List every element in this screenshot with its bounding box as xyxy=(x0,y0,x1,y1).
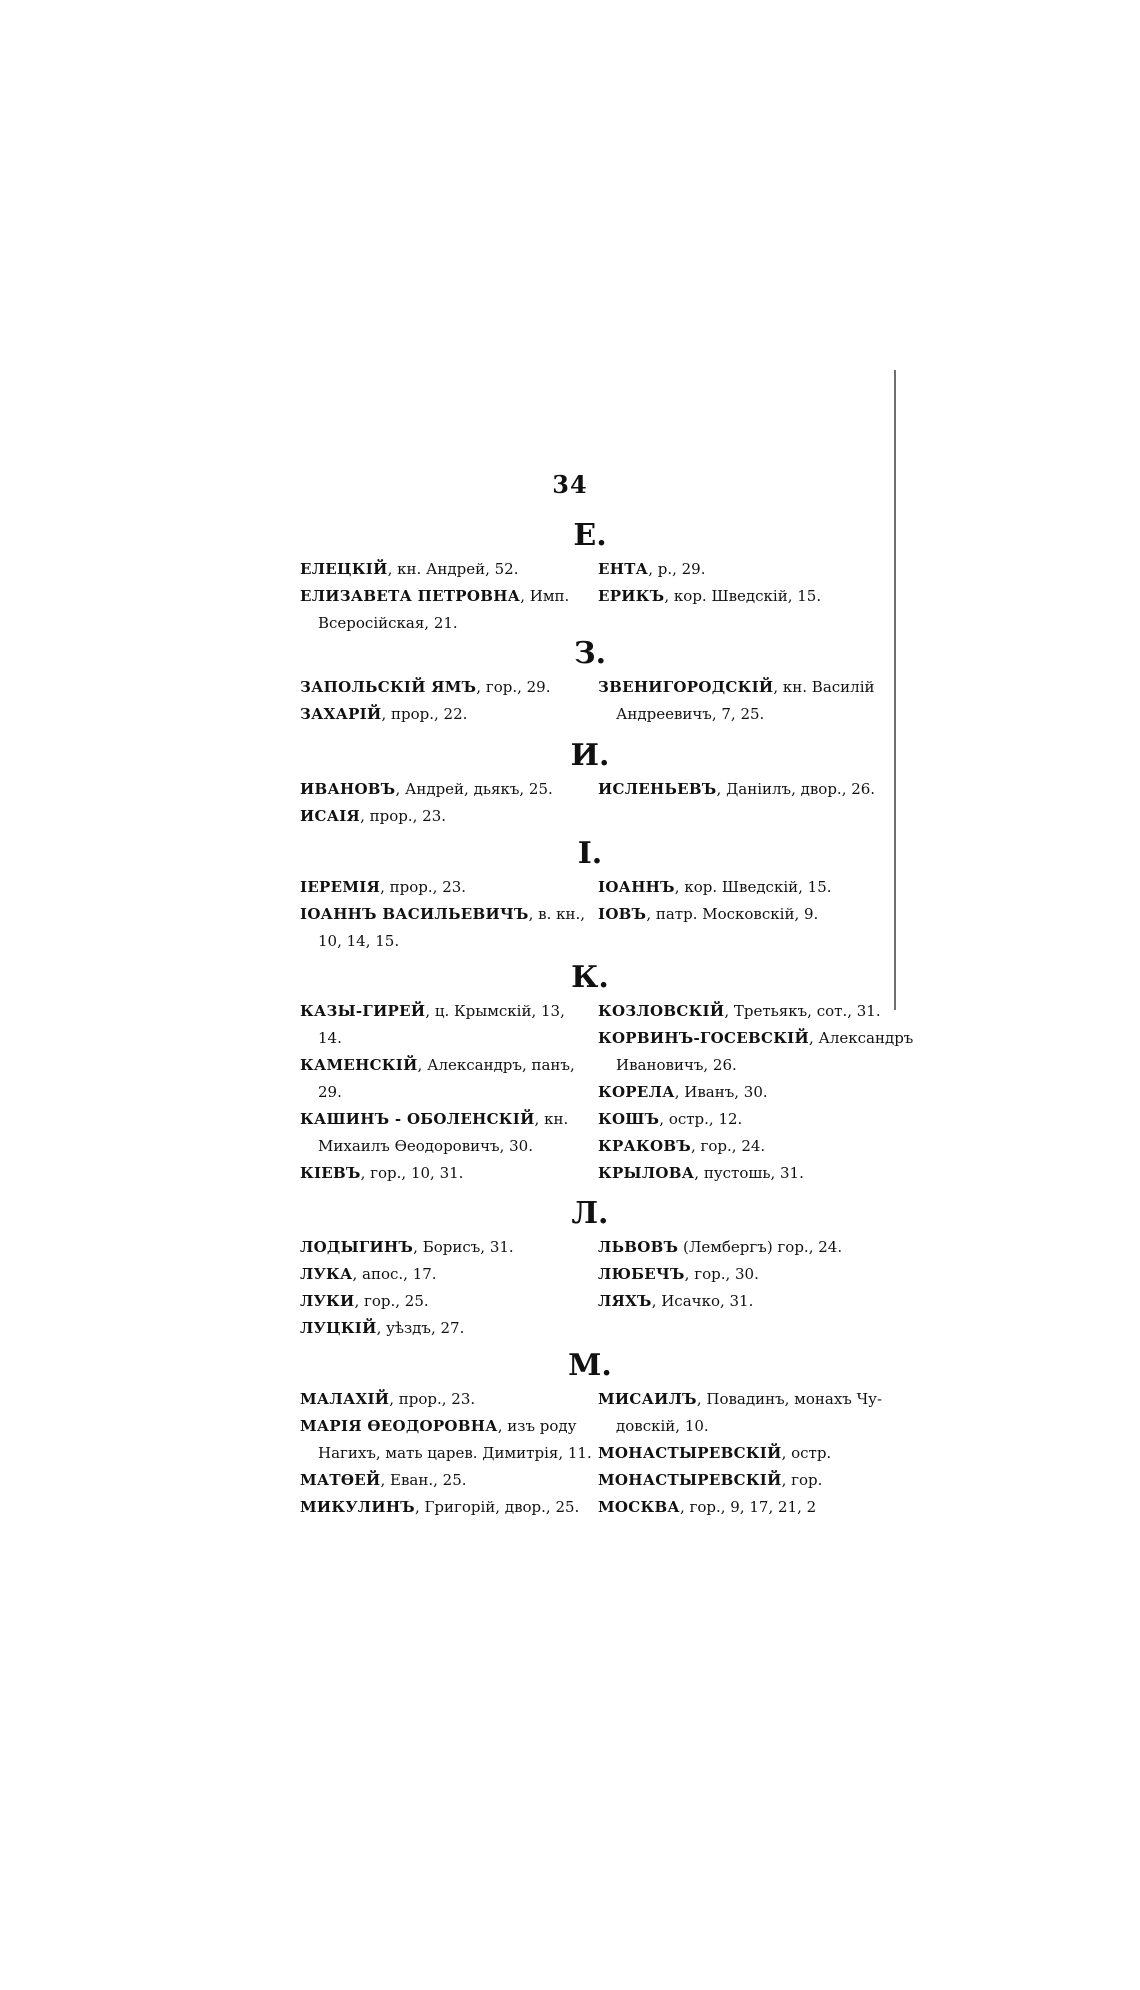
entry-detail: , гор., 9, 17, 21, 2 xyxy=(679,1498,817,1516)
entry-name: ЕРИКЪ xyxy=(598,587,665,605)
entry-continuation: 10, 14, 15. xyxy=(318,932,400,950)
index-columns xyxy=(300,998,914,1187)
entry-detail: , Александръ, панъ, xyxy=(417,1056,575,1074)
right-column xyxy=(598,1234,880,1342)
entry-detail: , уѣздъ, 27. xyxy=(376,1319,465,1337)
entry-detail: (Лембергъ) гор., 24. xyxy=(678,1238,843,1256)
entry-name: КІЕВЪ xyxy=(300,1164,361,1182)
index-entry xyxy=(598,1106,880,1133)
entry-name: ИВАНОВЪ xyxy=(300,780,396,798)
entry-name: МИСАИЛЪ xyxy=(598,1390,697,1408)
entry-name: ІОВЪ xyxy=(598,905,647,923)
index-entry xyxy=(300,583,582,637)
entry-name: ЕЛИЗАВЕТА ПЕТРОВНА xyxy=(300,587,521,605)
entry-detail: , в. кн., xyxy=(528,905,586,923)
entry-detail: , р., 29. xyxy=(648,560,706,578)
entry-detail: , прор., 22. xyxy=(381,705,468,723)
index-entry xyxy=(300,1386,582,1413)
entry-detail: , гор., 24. xyxy=(690,1137,766,1155)
index-columns xyxy=(300,556,880,637)
section-letter: М. xyxy=(568,1348,612,1383)
index-entry xyxy=(598,1386,883,1440)
index-entry xyxy=(598,1288,880,1315)
entry-detail: , Александръ xyxy=(808,1029,914,1047)
entry-name: КОРВИНЪ-ГОСЕВСКІЙ xyxy=(598,1029,809,1047)
index-entry xyxy=(300,674,582,701)
entry-name: ЛОДЫГИНЪ xyxy=(300,1238,414,1256)
entry-detail: , пустошь, 31. xyxy=(694,1164,804,1182)
entry-name: МОСКВА xyxy=(598,1498,680,1516)
entry-name: ИСЛЕНЬЕВЪ xyxy=(598,780,717,798)
index-entry xyxy=(598,1079,880,1106)
index-entry xyxy=(300,1494,582,1521)
index-entry xyxy=(300,556,582,583)
index-entry xyxy=(300,1106,582,1160)
right-column xyxy=(598,776,880,830)
entry-detail: , остр. xyxy=(781,1444,832,1462)
entry-name: ЛЬВОВЪ xyxy=(598,1238,679,1256)
index-entry xyxy=(300,901,586,955)
entry-name: ЛУКИ xyxy=(300,1292,355,1310)
index-entry xyxy=(300,1288,582,1315)
index-section xyxy=(300,1198,880,1342)
entry-name: МАТѲЕЙ xyxy=(300,1471,381,1489)
section-letter: З. xyxy=(573,636,607,671)
index-entry xyxy=(300,776,582,803)
entry-detail: , апос., 17. xyxy=(352,1265,437,1283)
right-column xyxy=(598,874,880,955)
entry-name: МИКУЛИНЪ xyxy=(300,1498,415,1516)
entry-name: КРАКОВЪ xyxy=(598,1137,691,1155)
entry-detail: , Исачко, 31. xyxy=(651,1292,754,1310)
left-column xyxy=(300,874,586,955)
entry-continuation: Нагихъ, мать царев. Димитрія, 11. xyxy=(318,1444,592,1462)
entry-continuation: 29. xyxy=(318,1083,342,1101)
entry-name: ІЕРЕМІЯ xyxy=(300,878,381,896)
index-columns xyxy=(300,1234,880,1342)
entry-name: ЗАХАРІЙ xyxy=(300,705,382,723)
entry-name: КОШЪ xyxy=(598,1110,660,1128)
entry-name: ИСАІЯ xyxy=(300,807,361,825)
index-entry xyxy=(598,674,880,728)
index-entry xyxy=(300,1234,582,1261)
section-letter: Л. xyxy=(571,1196,609,1231)
index-entry xyxy=(598,901,880,928)
index-entry xyxy=(598,556,880,583)
entry-detail: , прор., 23. xyxy=(389,1390,476,1408)
section-letter: Е. xyxy=(573,518,607,553)
entry-name: ЛУЦКІЙ xyxy=(300,1319,377,1337)
right-column xyxy=(598,1386,883,1521)
index-entry xyxy=(598,1234,880,1261)
entry-detail: , кн. Андрей, 52. xyxy=(387,560,519,578)
entry-name: ЗВЕНИГОРОДСКІЙ xyxy=(598,678,774,696)
right-column xyxy=(598,998,914,1187)
entry-detail: , изъ роду xyxy=(497,1417,577,1435)
entry-detail: , Андрей, дьякъ, 25. xyxy=(395,780,553,798)
entry-detail: , ц. Крымскій, 13, xyxy=(425,1002,565,1020)
index-section xyxy=(300,838,880,955)
entry-detail: , прор., 23. xyxy=(360,807,447,825)
index-entry xyxy=(598,1494,880,1521)
entry-detail: , Даніилъ, двор., 26. xyxy=(716,780,876,798)
entry-name: КАШИНЪ - ОБОЛЕНСКІЙ xyxy=(300,1110,535,1128)
entry-detail: , гор., 29. xyxy=(476,678,551,696)
entry-detail: , кн. xyxy=(534,1110,569,1128)
entry-detail: , кор. Шведскій, 15. xyxy=(664,587,822,605)
index-entry xyxy=(598,776,880,803)
index-entry xyxy=(300,1413,592,1467)
index-entry xyxy=(300,1315,582,1342)
index-entry xyxy=(598,1025,914,1079)
entry-name: КОЗЛОВСКІЙ xyxy=(598,1002,725,1020)
index-section xyxy=(300,960,914,1187)
entry-detail: , патр. Московскій, 9. xyxy=(646,905,819,923)
index-entry xyxy=(598,1160,880,1187)
entry-detail: , Имп. xyxy=(520,587,570,605)
index-entry xyxy=(598,1133,880,1160)
entry-name: ІОАННЪ ВАСИЛЬЕВИЧЪ xyxy=(300,905,529,923)
index-columns xyxy=(300,1386,883,1521)
entry-name: ЗАПОЛЬСКІЙ ЯМЪ xyxy=(300,678,477,696)
index-entry xyxy=(598,583,880,610)
entry-detail: , Повадинъ, монахъ Чу- xyxy=(696,1390,883,1408)
entry-continuation: Михаилъ Ѳеодоровичъ, 30. xyxy=(318,1137,533,1155)
entry-name: МОНАСТЫРЕВСКІЙ xyxy=(598,1444,782,1462)
left-column xyxy=(300,998,582,1187)
entry-detail: , Борисъ, 31. xyxy=(413,1238,514,1256)
entry-name: КРЫЛОВА xyxy=(598,1164,695,1182)
entry-detail: , кн. Василій xyxy=(773,678,875,696)
entry-detail: , Третьякъ, сот., 31. xyxy=(724,1002,881,1020)
index-entry xyxy=(300,1261,582,1288)
index-entry xyxy=(300,998,582,1052)
entry-detail: , гор., 25. xyxy=(354,1292,429,1310)
index-section xyxy=(300,1348,883,1521)
right-column xyxy=(598,674,880,728)
index-columns xyxy=(300,674,880,728)
entry-detail: , Еван., 25. xyxy=(380,1471,467,1489)
index-entry xyxy=(300,1052,582,1106)
index-entry xyxy=(300,701,582,728)
index-entry xyxy=(598,1440,880,1467)
entry-name: КАМЕНСКІЙ xyxy=(300,1056,418,1074)
page-edge-rule xyxy=(894,370,896,1010)
entry-continuation: 14. xyxy=(318,1029,342,1047)
entry-name: ЛЯХЪ xyxy=(598,1292,652,1310)
entry-continuation: довскій, 10. xyxy=(616,1417,709,1435)
section-letter: І. xyxy=(577,836,603,871)
left-column xyxy=(300,1234,582,1342)
index-columns xyxy=(300,874,880,955)
left-column xyxy=(300,556,582,637)
index-entry xyxy=(300,1467,582,1494)
index-columns xyxy=(300,776,880,830)
entry-name: МАРІЯ ѲЕОДОРОВНА xyxy=(300,1417,498,1435)
entry-name: ЕНТА xyxy=(598,560,649,578)
entry-name: ЛЮБЕЧЪ xyxy=(598,1265,685,1283)
left-column xyxy=(300,674,582,728)
entry-detail: , Иванъ, 30. xyxy=(674,1083,768,1101)
entry-detail: , прор., 23. xyxy=(380,878,467,896)
index-entry xyxy=(300,803,582,830)
left-column xyxy=(300,1386,592,1521)
page-number: 34 xyxy=(552,470,588,499)
entry-detail: , гор. xyxy=(781,1471,823,1489)
index-section xyxy=(300,740,880,830)
section-letter: К. xyxy=(571,960,609,995)
entry-detail: , остр., 12. xyxy=(659,1110,743,1128)
section-letter: И. xyxy=(570,738,610,773)
left-column xyxy=(300,776,582,830)
entry-continuation: Всеросійская, 21. xyxy=(318,614,458,632)
entry-continuation: Андреевичъ, 7, 25. xyxy=(616,705,765,723)
index-section xyxy=(300,638,880,728)
entry-detail: , гор., 30. xyxy=(684,1265,759,1283)
entry-continuation: Ивановичъ, 26. xyxy=(616,1056,737,1074)
index-entry xyxy=(300,1160,582,1187)
index-entry xyxy=(598,1467,880,1494)
index-entry xyxy=(300,874,582,901)
entry-name: ЛУКА xyxy=(300,1265,353,1283)
right-column xyxy=(598,556,880,637)
entry-detail: , гор., 10, 31. xyxy=(360,1164,464,1182)
entry-name: КОРЕЛА xyxy=(598,1083,675,1101)
entry-name: ІОАННЪ xyxy=(598,878,675,896)
index-entry xyxy=(598,998,880,1025)
entry-name: ЕЛЕЦКІЙ xyxy=(300,560,388,578)
index-section xyxy=(300,520,880,637)
index-entry xyxy=(598,1261,880,1288)
entry-detail: , Григорій, двор., 25. xyxy=(414,1498,580,1516)
index-entry xyxy=(598,874,880,901)
entry-detail: , кор. Шведскій, 15. xyxy=(674,878,832,896)
entry-name: МАЛАХІЙ xyxy=(300,1390,390,1408)
entry-name: КАЗЫ-ГИРЕЙ xyxy=(300,1002,426,1020)
entry-name: МОНАСТЫРЕВСКІЙ xyxy=(598,1471,782,1489)
